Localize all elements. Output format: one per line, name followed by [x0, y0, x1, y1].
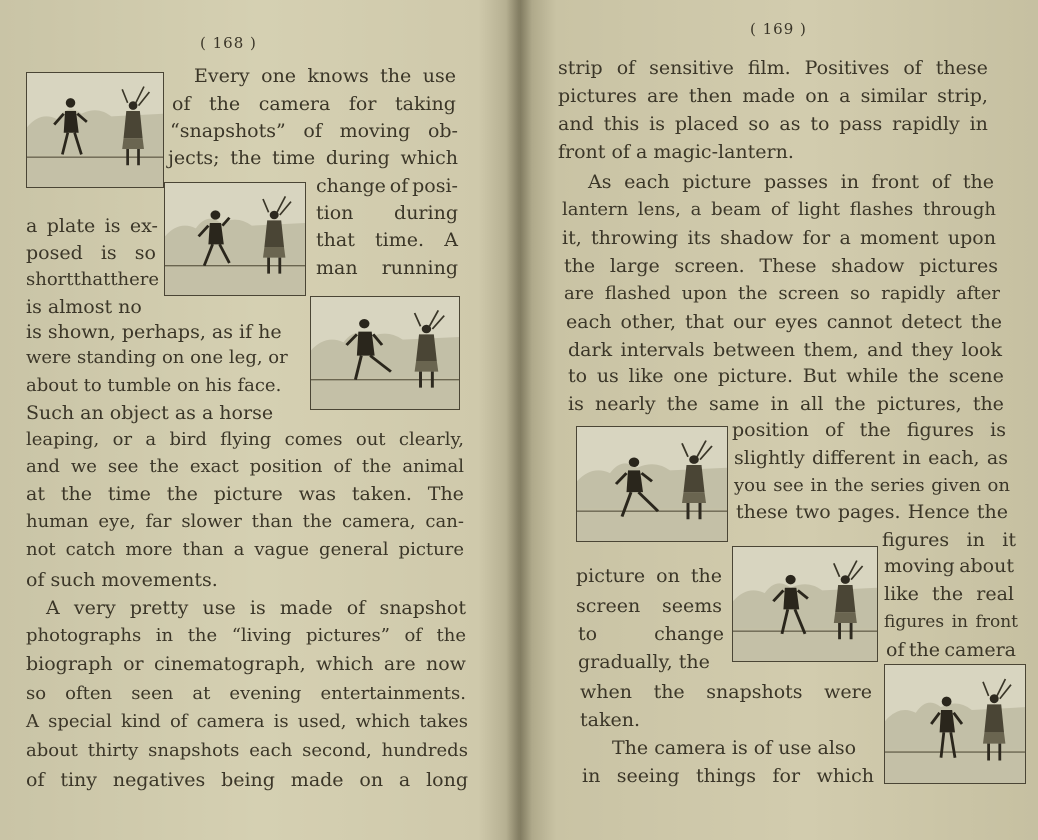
text-line: strip of sensitive film. Positives of these [558, 57, 988, 79]
text-line: the large screen. These shadow pictures [564, 255, 998, 277]
text-line: photographs in the “living pictures” of the [26, 625, 466, 646]
text-line: figures in it [882, 529, 1016, 551]
text-line: As each picture passes in front of the [588, 171, 994, 193]
left-page-number: ( 168 ) [200, 34, 257, 52]
snapshot-illustration [732, 546, 878, 662]
text-line: is nearly the same in all the pictures, the [568, 393, 1004, 415]
text-line: picture on the [576, 565, 722, 587]
text-line: Such an object as a horse [26, 402, 274, 424]
text-line: biograph or cinematograph, which are now [26, 653, 466, 675]
text-line: leaping, or a bird flying comes out clearly, [26, 429, 464, 450]
text-line: of tiny negatives being made on a long [26, 769, 468, 791]
text-line: like the real [884, 583, 1014, 605]
text-line: A special kind of camera is used, which takes [26, 711, 468, 732]
text-line: a plate is ex- [26, 215, 158, 237]
text-line: pictures are then made on a similar strip, [558, 85, 988, 107]
text-line: of the camera [886, 639, 1016, 661]
text-line: you see in the series given on [734, 475, 1010, 496]
text-line: lantern lens, a beam of light flashes through [562, 199, 996, 220]
text-line: in seeing things for which [582, 765, 874, 787]
snapshot-illustration [576, 426, 728, 542]
text-line: is almost no [26, 296, 142, 318]
text-line: screen seems [576, 595, 722, 617]
text-line: man running [316, 257, 458, 279]
text-line: figures in front [884, 612, 1018, 632]
text-line: about to tumble on his face. [26, 375, 282, 396]
text-line: A very pretty use is made of snapshot [46, 597, 466, 619]
text-line: dark intervals between them, and they look [568, 339, 1002, 361]
text-line: tion during [316, 202, 458, 224]
snapshot-illustration [884, 664, 1026, 784]
text-line: change of posi- [316, 175, 458, 197]
text-line: human eye, far slower than the camera, can- [26, 511, 464, 532]
text-line: slightly different in each, as [734, 447, 1008, 469]
text-line: not catch more than a vague general picture [26, 539, 464, 560]
text-line: each other, that our eyes cannot detect the [566, 311, 1002, 333]
text-line: Every one knows the use [194, 65, 456, 87]
text-line: to us like one picture. But while the scene [568, 365, 1004, 387]
book-gutter [506, 0, 532, 840]
snapshot-illustration [164, 182, 306, 296]
text-line: of the camera for taking [172, 93, 456, 115]
text-line: that time. A [316, 229, 458, 251]
text-line: are flashed upon the screen so rapidly after [564, 283, 1000, 304]
text-line: The camera is of use also [612, 737, 857, 759]
text-line: jects; the time during which [168, 147, 458, 169]
text-line: when the snapshots were [580, 681, 872, 703]
text-line: at the time the picture was taken. The [26, 483, 464, 505]
text-line: to change [578, 623, 724, 645]
text-line: front of a magic-lantern. [558, 141, 794, 163]
text-line: and this is placed so as to pass rapidly in [558, 113, 988, 135]
text-line: were standing on one leg, or [26, 347, 288, 368]
snapshot-illustration [310, 296, 460, 410]
text-line: so often seen at evening entertainments. [26, 683, 466, 704]
right-page [520, 0, 1038, 840]
text-line: and we see the exact position of the animal [26, 456, 464, 477]
text-line: moving about [884, 555, 1014, 577]
text-line: these two pages. Hence the [736, 501, 1008, 523]
text-line: short that there [26, 269, 160, 290]
text-line: it, throwing its shadow for a moment upon [562, 227, 996, 249]
text-line: is shown, perhaps, as if he [26, 321, 282, 343]
text-line: of such movements. [26, 569, 218, 591]
text-line: position of the figures is [732, 419, 1006, 441]
text-line: posed is so [26, 242, 156, 264]
text-line: “snapshots” of moving ob- [170, 120, 458, 142]
snapshot-illustration [26, 72, 164, 188]
text-line: taken. [580, 709, 640, 731]
right-page-number: ( 169 ) [750, 20, 807, 38]
text-line: gradually, the [578, 651, 710, 673]
text-line: about thirty snapshots each second, hundreds [26, 740, 468, 761]
